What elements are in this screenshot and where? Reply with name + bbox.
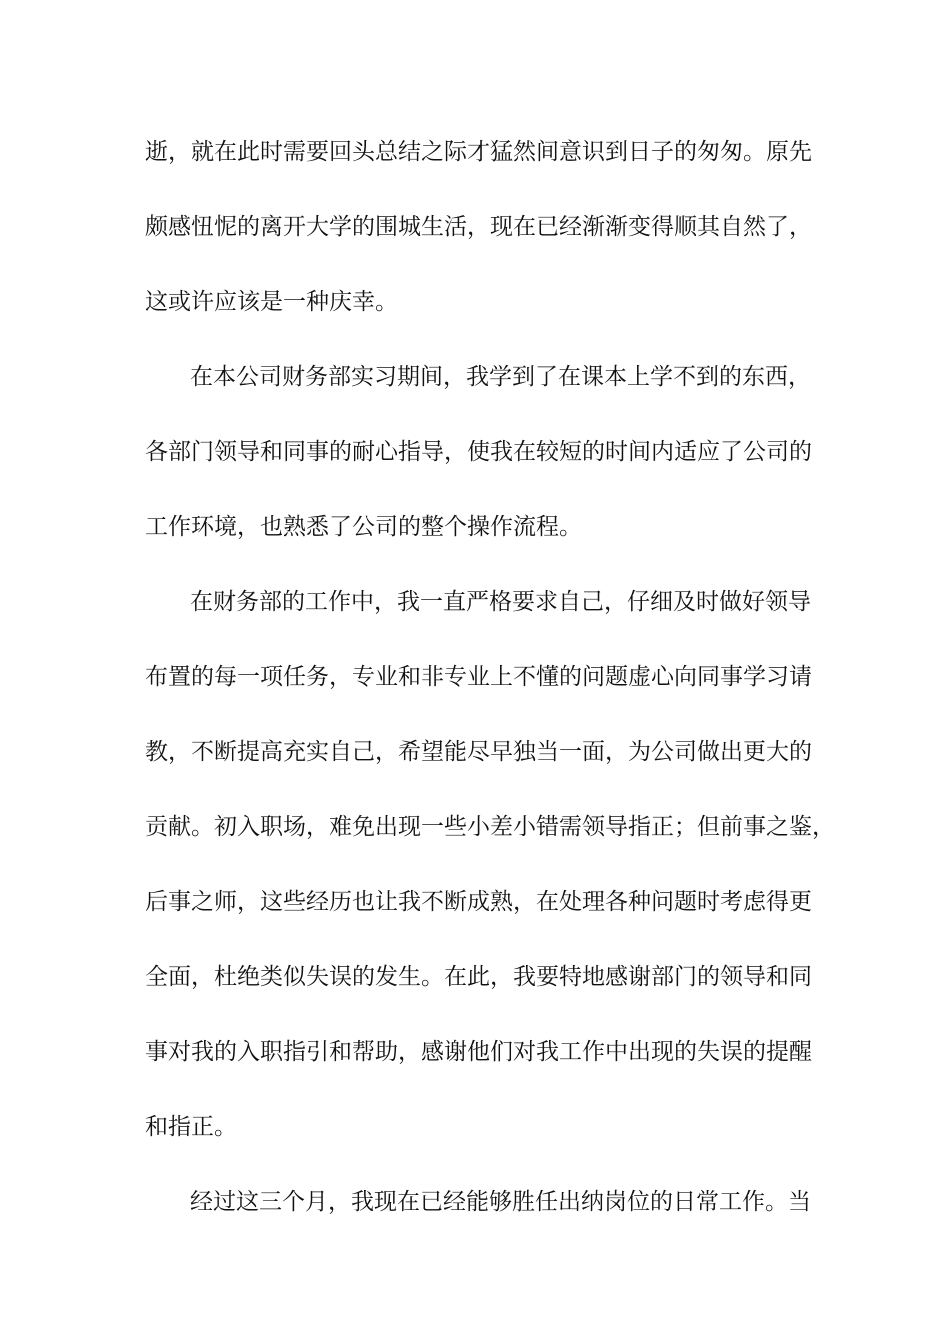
text-line: 全面，杜绝类似失误的发生。在此，我要特地感谢部门的领导和同 — [145, 964, 812, 990]
text-line: 布置的每一项任务，专业和非专业上不懂的问题虚心向同事学习请 — [145, 664, 812, 690]
text-line: 贡献。初入职场，难免出现一些小差小错需领导指正；但前事之鉴， — [145, 814, 835, 840]
text-line: 这或许应该是一种庆幸。 — [145, 289, 398, 315]
text-line: 后事之师，这些经历也让我不断成熟，在处理各种问题时考虑得更 — [145, 889, 812, 915]
paragraph-first-line: 经过这三个月，我现在已经能够胜任出纳岗位的日常工作。当 — [190, 1189, 811, 1215]
text-line: 逝，就在此时需要回头总结之际才猛然间意识到日子的匆匆。原先 — [145, 139, 812, 165]
paragraph-first-line: 在本公司财务部实习期间，我学到了在课本上学不到的东西， — [190, 364, 811, 390]
text-line: 工作环境，也熟悉了公司的整个操作流程。 — [145, 514, 582, 540]
text-line: 各部门领导和同事的耐心指导，使我在较短的时间内适应了公司的 — [145, 439, 812, 465]
text-line: 教，不断提高充实自己，希望能尽早独当一面，为公司做出更大的 — [145, 739, 812, 765]
text-line: 和指正。 — [145, 1114, 237, 1140]
text-line: 颇感忸怩的离开大学的围城生活，现在已经渐渐变得顺其自然了， — [145, 214, 812, 240]
paragraph-first-line: 在财务部的工作中，我一直严格要求自己，仔细及时做好领导 — [190, 589, 811, 615]
text-line: 事对我的入职指引和帮助，感谢他们对我工作中出现的失误的提醒 — [145, 1039, 812, 1065]
